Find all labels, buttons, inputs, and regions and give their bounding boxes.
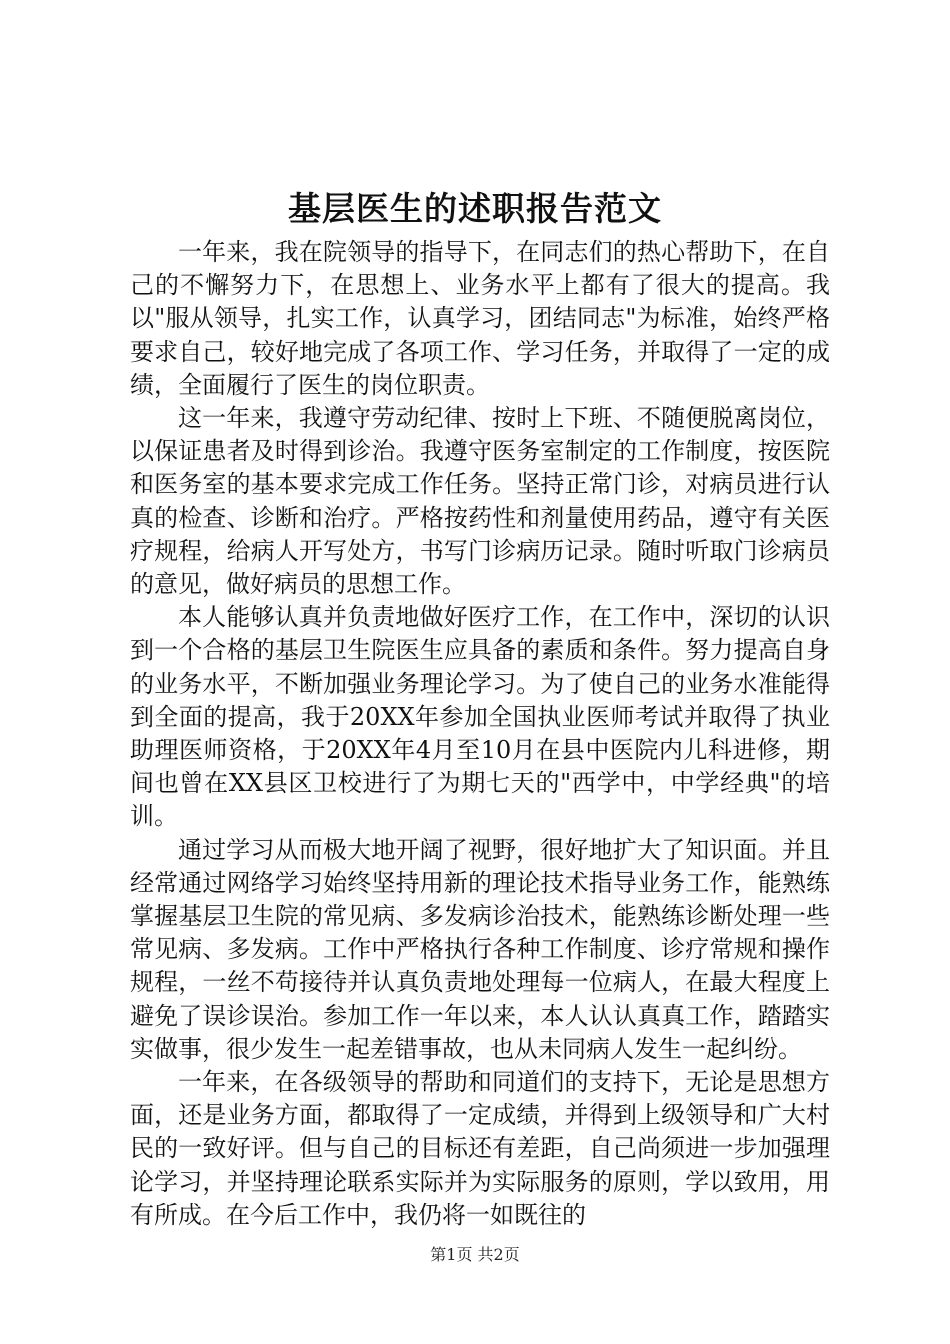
paragraph-1: 一年来，我在院领导的指导下，在同志们的热心帮助下，在自己的不懈努力下，在思想上、业务水平上都有了很大的提高。我以"服从领导，扎实工作，认真学习，团结同志"为标准，始终严格要求自己，较好地完成了各项工作、学习任务，并取得了一定的成绩，全面履行了医生的岗位职责。	[130, 238, 830, 399]
document-title: 基层医生的述职报告范文	[288, 189, 662, 228]
document-body	[130, 236, 830, 1232]
paragraph-2: 这一年来，我遵守劳动纪律、按时上下班、不随便脱离岗位，以保证患者及时得到诊治。我遵守医务室制定的工作制度，按医院和医务室的基本要求完成工作任务。坚持正常门诊，对病员进行认真的检查、诊断和治疗。严格按药性和剂量使用药品，遵守有关医疗规程，给病人开写处方，书写门诊病历记录。随时听取门诊病员的意见，做好病员的思想工作。	[130, 404, 830, 599]
paragraph-4: 通过学习从而极大地开阔了视野，很好地扩大了知识面。并且经常通过网络学习始终坚持用新的理论技术指导业务工作，能熟练掌握基层卫生院的常见病、多发病诊治技术，能熟练诊断处理一些常见病、多发病。工作中严格执行各种工作制度、诊疗常规和操作规程，一丝不苟接待并认真负责地处理每一位病人，在最大程度上避免了误诊误治。参加工作一年以来，本人认认真真工作，踏踏实实做事，很少发生一起差错事故，也从未同病人发生一起纠纷。	[130, 835, 830, 1063]
page-footer: 第1页 共2页	[430, 1245, 520, 1264]
paragraph-5: 一年来，在各级领导的帮助和同道们的支持下，无论是思想方面，还是业务方面，都取得了一定成绩，并得到上级领导和广大村民的一致好评。但与自己的目标还有差距，自己尚须进一步加强理论学习，并坚持理论联系实际并为实际服务的原则，学以致用，用有所成。在今后工作中，我仍将一如既往的	[130, 1068, 830, 1229]
paragraph-3: 本人能够认真并负责地做好医疗工作，在工作中，深切的认识到一个合格的基层卫生院医生应具备的素质和条件。努力提高自身的业务水平，不断加强业务理论学习。为了使自己的业务水准能得到全面的提高，我于20XX年参加全国执业医师考试并取得了执业助理医师资格，于20XX年4月至10月在县中医院内儿科进修，期间也曾在XX县区卫校进行了为期七天的"西学中，中学经典"的培训。	[130, 603, 830, 831]
